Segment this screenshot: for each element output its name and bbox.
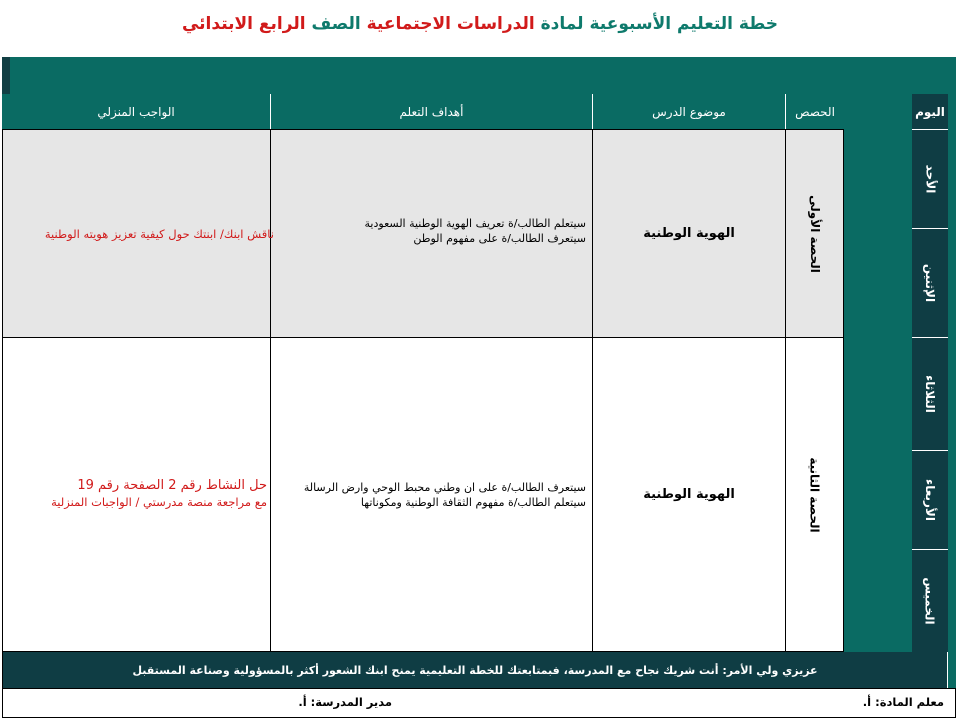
- row1-period: [786, 130, 844, 337]
- spacer-column: [844, 94, 912, 652]
- header-day: [912, 94, 948, 129]
- row2-period-label: الحصة الثانية: [808, 456, 823, 533]
- homework-line: حل النشاط رقم 2 الصفحة رقم 19: [77, 478, 267, 493]
- day-cell: [912, 229, 948, 337]
- row2-homework: [8, 478, 267, 510]
- day-label-thursday: الخميس: [923, 577, 937, 625]
- day-cell: [912, 550, 948, 652]
- teacher-signature-label: معلم المادة: أ.: [862, 695, 944, 709]
- day-label-wednesday: الأربعاء: [923, 479, 938, 521]
- day-label-sunday: الأحد: [922, 164, 937, 194]
- objective-line: سيتعلم الطالب/ة مفهوم الثقافة الوطنية ومكوناتها: [360, 496, 586, 509]
- teacher-signature: [720, 695, 944, 709]
- row1-topic: [593, 130, 785, 337]
- principal-signature: [230, 695, 392, 709]
- title-part2: الصف: [311, 14, 361, 34]
- header-objectives-label: أهداف التعلم: [399, 104, 464, 119]
- header-homework: [2, 94, 270, 129]
- parent-note-text: عزيزي ولي الأمر: أنت شريك نجاح مع المدرسة، فبمتابعتك للخطة التعليمية يمنح ابنك الشعور أكثر بالمسؤولية وصناعة المستقبل: [132, 663, 818, 677]
- grid-line: [2, 337, 844, 338]
- row1-objectives: [280, 216, 586, 246]
- row1-topic-label: الهوية الوطنية: [643, 226, 735, 241]
- grid-line: [270, 129, 271, 652]
- header-divider: [592, 94, 593, 129]
- row1-period-label: الحصة الأولى: [808, 194, 823, 273]
- objective-line: سيتعرف الطالب/ة على ان وطني محبط الوحي وارض الرسالة: [303, 481, 586, 494]
- day-cell: [912, 338, 948, 450]
- day-divider: [912, 337, 948, 338]
- row1-homework: [8, 226, 274, 242]
- row2-topic-label: الهوية الوطنية: [643, 486, 735, 502]
- grid-line: [2, 688, 956, 689]
- header-divider: [270, 94, 271, 129]
- title-subject: الدراسات الاجتماعية: [366, 14, 535, 34]
- table-top-bar: [2, 57, 948, 94]
- objective-line: سيتعرف الطالب/ة على مفهوم الوطن: [413, 232, 586, 245]
- header-divider: [785, 94, 786, 129]
- parent-note: [3, 652, 947, 688]
- title-grade: الرابع الابتدائي: [181, 14, 306, 34]
- day-cell: [912, 451, 948, 549]
- homework-line: مع مراجعة منصة مدرستي / الواجبات المنزلية: [51, 495, 267, 509]
- day-cell: [912, 130, 948, 228]
- homework-line: ناقش ابنك/ ابنتك حول كيفية تعزيز هويته الوطنية: [44, 227, 274, 241]
- day-divider: [912, 549, 948, 550]
- day-label-monday: الإثنين: [923, 263, 937, 303]
- header-topic-label: موضوع الدرس: [652, 104, 726, 119]
- header-periods: [786, 94, 844, 129]
- title-part1: خطة التعليم الأسبوعية لمادة: [540, 14, 779, 34]
- row2-topic: [593, 478, 785, 510]
- day-label-tuesday: الثلاثاء: [923, 375, 937, 413]
- row2-objectives: [280, 480, 586, 510]
- day-divider: [912, 228, 948, 229]
- objective-line: سيتعلم الطالب/ة تعريف الهوية الوطنية السعودية: [364, 217, 586, 230]
- header-topic: [593, 94, 785, 129]
- day-divider: [912, 450, 948, 451]
- day-divider: [912, 129, 948, 130]
- header-homework-label: الواجب المنزلي: [97, 104, 175, 119]
- principal-signature-label: مدير المدرسة: أ.: [298, 695, 392, 709]
- row2-period: [786, 338, 844, 651]
- page-title: [0, 14, 960, 34]
- header-day-label: اليوم: [915, 104, 945, 119]
- table-top-left-strip: [2, 57, 10, 94]
- right-edge-strip: [948, 57, 956, 688]
- header-periods-label: الحصص: [795, 104, 835, 119]
- header-objectives: [271, 94, 592, 129]
